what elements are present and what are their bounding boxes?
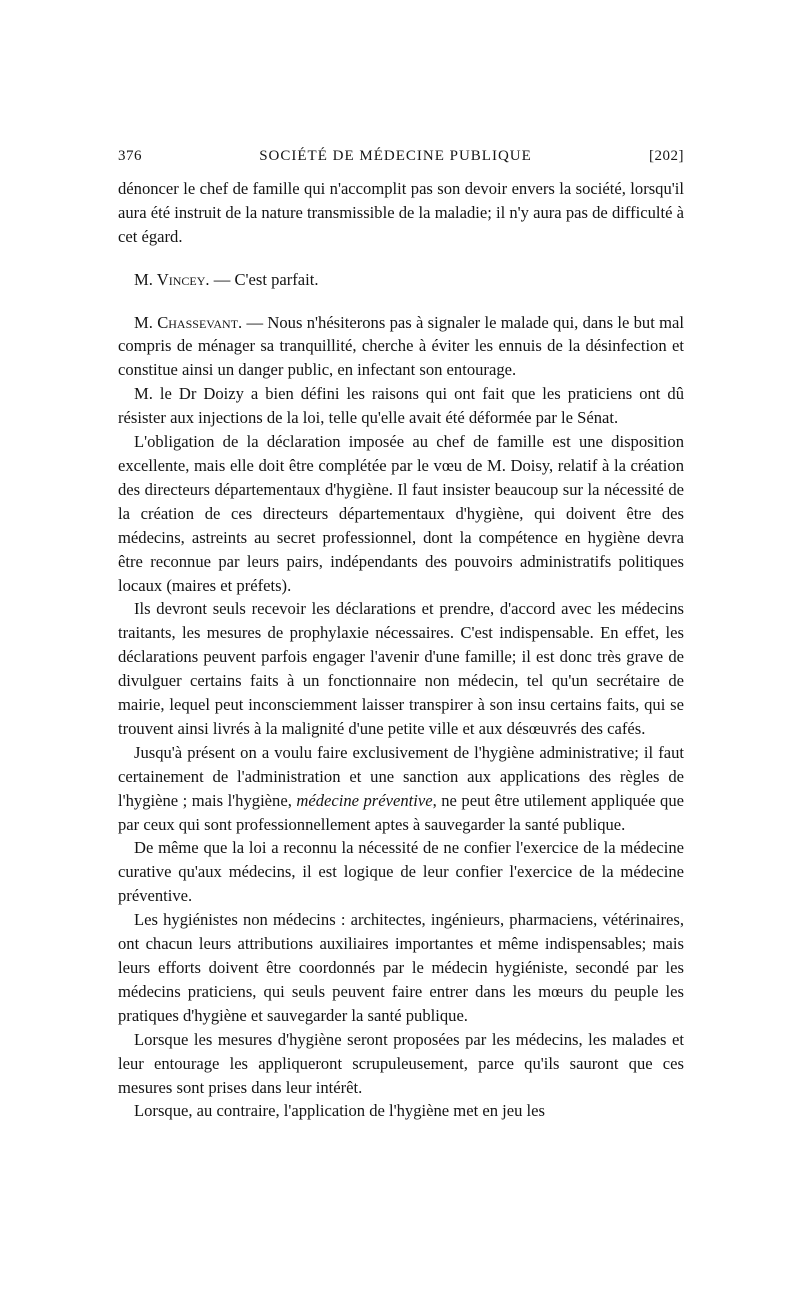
paragraph-obligation: L'obligation de la déclaration imposée au chef de famille est une disposition excellente, mais elle doit être complétée par le vœu de M. Doisy, relatif à la création des directeurs départementaux d'hygiène. Il faut insister beaucoup sur la nécessité de la création de ces directeurs départementaux d'hygiène, qui doivent être des médecins, astreints au secret professionnel, dont la compétence en hygiène devra être reconnue par leurs pairs, indépendants des pouvoirs administratifs politiques locaux (maires et préfets). (118, 432, 684, 595)
paragraph-mesures: Lorsque les mesures d'hygiène seront proposées par les médecins, les malades et leur entourage les appliqueront scrupuleusement, parce qu'ils sauront que ces mesures sont prises dans leur intérêt. (118, 1029, 684, 1097)
speech-chassevant-text: — Nous n'hésiterons pas à signaler le malade qui, dans le but mal compris de ménager sa tranquillité, cherche à éviter les ennuis de la désinfection et constitue ainsi un danger public, en infectant son entourage. (118, 312, 684, 380)
paragraph-1: dénoncer le chef de famille qui n'accomplit pas son devoir envers la société, lorsqu'il aura été instruit de la nature transmissible de la maladie; il n'y aura pas de difficulté à cet égard. (118, 178, 684, 246)
speaker-chassevant: M. Chassevant. (134, 312, 243, 332)
paragraph-doizy: M. le Dr Doizy a bien défini les raisons qui ont fait que les praticiens ont dû résister aux injections de la loi, telle qu'elle avait été déformée par le Sénat. (118, 384, 684, 428)
paragraph-declarations: Ils devront seuls recevoir les déclarations et prendre, d'accord avec les médecins traitants, les mesures de prophylaxie nécessaires. C'est indispensable. En effet, les déclarations peuvent parfois engager l'avenir d'une famille; il est donc très grave de divulguer certains faits à un fonctionnaire non médecin, tel qu'un secrétaire de mairie, lequel peut inconsciemment laisser transpirer à son insu certains faits, qui se trouvent ainsi livrés à la malignité d'une petite ville et aux désœuvrés des cafés. (118, 599, 684, 738)
bracket-number: [202] (648, 148, 684, 164)
speech-chassevant (118, 311, 684, 383)
paragraph-loi: De même que la loi a reconnu la nécessité de ne confier l'exercice de la médecine curative qu'aux médecins, il est logique de leur confier l'exercice de la médecine préventive. (118, 838, 684, 906)
speech-vincey (118, 268, 684, 292)
running-title: SOCIÉTÉ DE MÉDECINE PUBLIQUE (259, 148, 532, 164)
hygiene-italic: médecine préventive (296, 790, 433, 810)
document-page (118, 145, 684, 1123)
paragraph-contraire: Lorsque, au contraire, l'application de l'hygiène met en jeu les (134, 1101, 545, 1121)
speaker-vincey: M. Vincey. (134, 269, 210, 289)
hygiene-text-after: , ne peut être utilement appliquée que par ceux qui sont professionnellement aptes à sauvegarder la santé publique. (118, 790, 684, 834)
page-number: 376 (118, 148, 142, 164)
paragraph-hygiene-administrative (118, 741, 684, 837)
paragraph-hygienistes: Les hygiénistes non médecins : architectes, ingénieurs, pharmaciens, vétérinaires, ont chacun leurs attributions auxiliaires importantes et même indispensables; mais leurs efforts doivent être coordonnés par le médecin hygiéniste, secondé par les médecins praticiens, qui seuls peuvent faire entrer dans les mœurs du peuple les pratiques d'hygiène et sauvegarder la santé publique. (118, 910, 684, 1025)
speech-vincey-text: — C'est parfait. (213, 269, 319, 289)
hygiene-text-before: Jusqu'à présent on a voulu faire exclusivement de l'hygiène administrative; il faut certainement de l'administration et une sanction aux applications des règles de l'hygiène ; mais l'hygiène, (118, 742, 684, 810)
running-header (118, 145, 684, 169)
